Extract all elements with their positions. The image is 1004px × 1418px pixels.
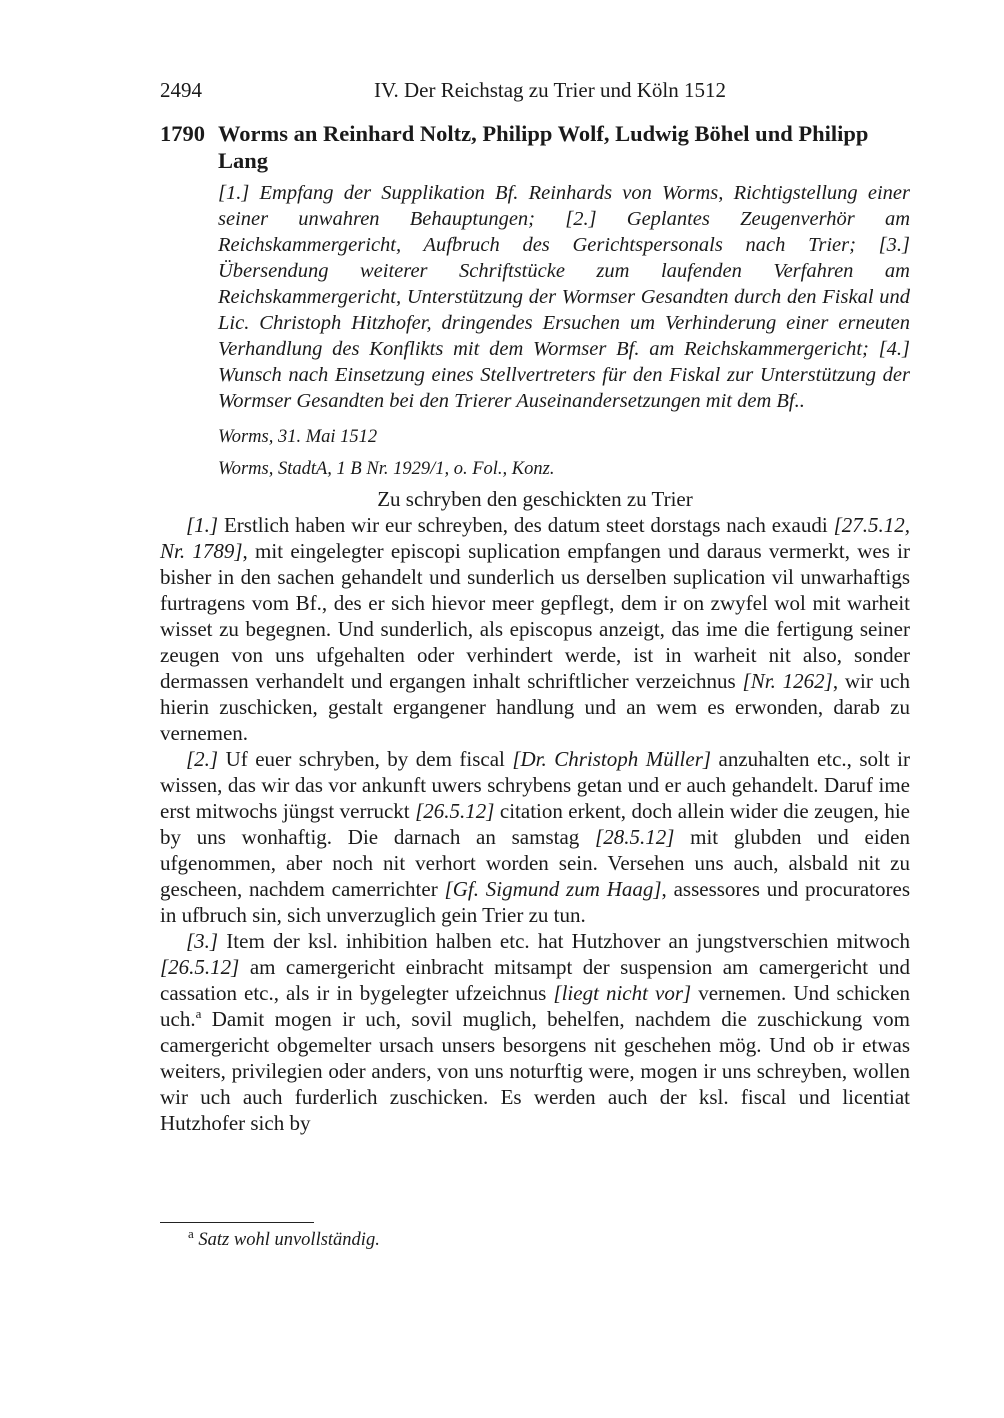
text: , mit eingelegter episcopi suplication empfangen und daraus vermerkt, wes ir bisher in den sachen gehandelt und sunderlich us derselben suplication vil unwarhaftigs furtragens vom Bf., des er sich hievor meer gepflegt, dem ir on zwyfel wol mit warheit wisset zu begegnen. Und sunderlich, als episcopus anzeigt, das ime die fertigung seiner zeugen von uns ufgehalten oder verhindert werde, ist in warheit nit also, sonder dermassen verhandelt und ergangen inhalt schriftlicher verzeichnus	[160, 539, 910, 693]
page-number: 2494	[160, 78, 202, 102]
archival-source: Worms, StadtA, 1 B Nr. 1929/1, o. Fol., Konz.	[218, 459, 555, 479]
document-title: Worms an Reinhard Noltz, Philipp Wolf, Ludwig Böhel und Philipp Lang	[218, 121, 869, 173]
paragraph-1	[160, 512, 910, 746]
address-line: Zu schryben den geschickten zu Trier	[377, 487, 693, 511]
text: Uf euer schryben, by dem fiscal	[218, 747, 513, 771]
editorial-reference: [26.5.12]	[415, 799, 495, 823]
footnote-rule	[160, 1222, 314, 1223]
place-date: Worms, 31. Mai 1512	[218, 427, 378, 447]
paragraph-3	[160, 928, 910, 1136]
text: anzuhalten etc., solt ir wissen, das wir das vor ankunft uwers schrybens getan und er auch gehandelt. Daruf ime erst mitwochs jüngst verruckt	[160, 747, 911, 823]
text: am camergericht einbracht mitsampt der suspension am camergericht und cassation etc., als ir in bygelegter ufzeichnus	[160, 955, 910, 1005]
footnote-text: Satz wohl unvollständig.	[198, 1230, 380, 1250]
document-metadata	[218, 180, 910, 482]
text: citation erkent, doch allein wider die zeugen, hie by uns wonhaftig. Die darnach an samstag	[160, 799, 910, 849]
footnote-mark[interactable]: a	[195, 1006, 202, 1021]
regest: [1.] Empfang der Supplikation Bf. Reinhards von Worms, Richtigstellung einer seiner unwahren Behauptungen; [2.] Geplantes Zeugenverhör am Reichskammergericht, Aufbruch des Gerichtspersonals nach Trier; [3.] Übersendung weiterer Schriftstücke zum laufenden Verfahren am Reichskammergericht, Unterstützung der Wormser Gesandten durch den Fiskal und Lic. Christoph Hitzhofer, dringendes Ersuchen um Verhinderung einer erneuten Verhandlung des Konflikts mit dem Wormser Bf. am Reichskammergericht; [4.] Wunsch nach Einsetzung eines Stellvertreters für den Fiskal zur Unterstützung der Wormser Gesandten bei den Trierer Auseinandersetzungen mit dem Bf..	[218, 182, 910, 412]
text: mit glubden und eiden ufgenommen, aber noch nit verhort worden sein. Versehen uns auch, alsbald nit zu gescheen, nachdem camerrichter	[160, 825, 910, 901]
text: Erstlich haben wir eur schreyben, des datum steet dorstags nach exaudi	[218, 513, 834, 537]
editorial-reference: [Dr. Christoph Müller]	[512, 747, 712, 771]
paragraph-number: [2.]	[186, 747, 219, 771]
editorial-reference: [liegt nicht vor]	[553, 981, 692, 1005]
document-heading	[160, 120, 910, 174]
paragraph-2	[160, 746, 910, 928]
page	[160, 78, 910, 1136]
running-title: IV. Der Reichstag zu Trier und Köln 1512	[374, 78, 726, 102]
running-head	[160, 78, 910, 110]
editorial-reference: [28.5.12]	[595, 825, 675, 849]
text: Item der ksl. inhibition halben etc. hat Hutzhover an jungstverschien mitwoch	[218, 929, 910, 953]
paragraph-number: [1.]	[186, 513, 219, 537]
paragraph-number: [3.]	[186, 929, 219, 953]
text: vernemen. Und schicken uch.	[160, 981, 911, 1031]
text: Damit mogen ir uch, sovil muglich, behelfen, nachdem die zuschickung vom camergericht obgemelter ursach unsers besorgens nit geschehen mög. Und ob ir etwas weiters, privilegien oder anders, von uns noturftig were, mogen ir uns schreyben, wollen wir uch auch furderlich zuschicken. Es werden auch der ksl. fiscal und licentiat Hutzhofer sich by	[160, 1007, 910, 1135]
text: , wir uch hierin zuschicken, gestalt ergangener handlung und an wem es erwonden, darab zu vernemen.	[160, 669, 910, 745]
footnote	[188, 1225, 380, 1252]
editorial-reference: [27.5.12, Nr. 1789]	[160, 513, 910, 563]
text: , assessores und procuratores in ufbruch sin, sich unverzuglich gein Trier zu tun.	[160, 877, 910, 927]
footnote-mark: a	[188, 1225, 194, 1241]
editorial-reference: [Gf. Sigmund zum Haag]	[444, 877, 662, 901]
editorial-reference: [26.5.12]	[160, 955, 240, 979]
editorial-reference: [Nr. 1262]	[742, 669, 833, 693]
document-number: 1790	[160, 121, 205, 146]
